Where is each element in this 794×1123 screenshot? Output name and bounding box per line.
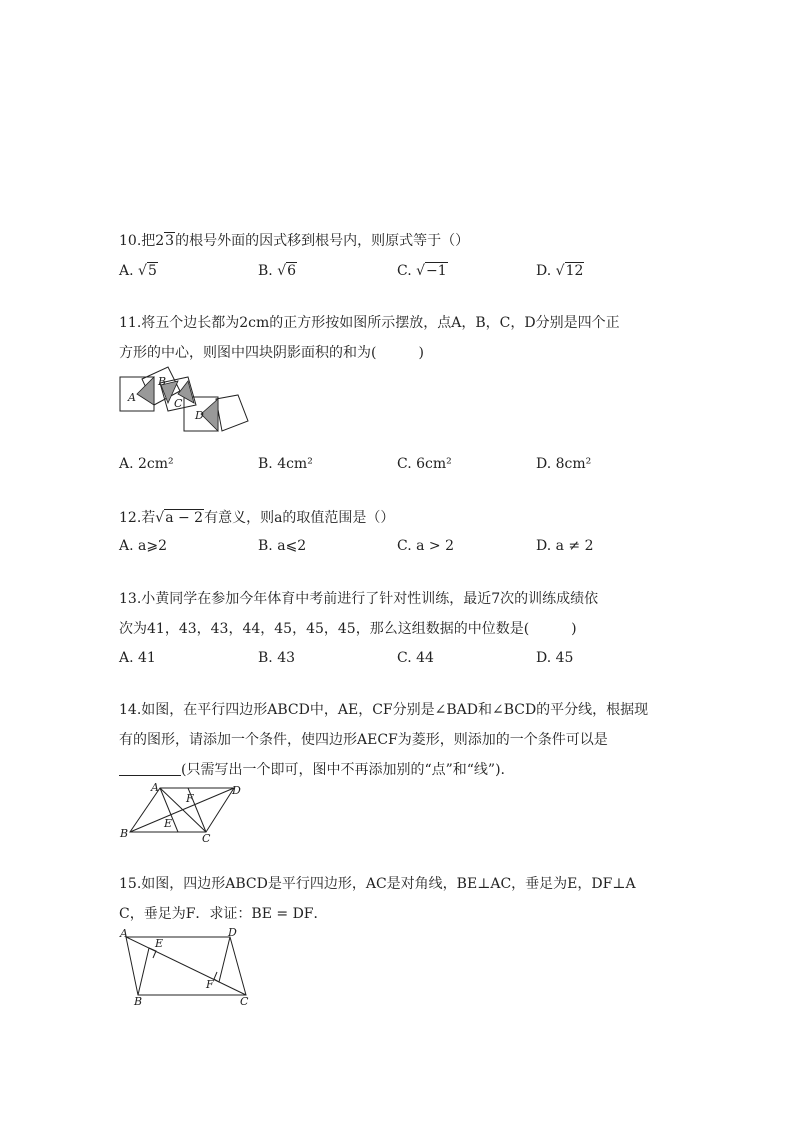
- q12-option-b[interactable]: B. a⩽2: [258, 538, 307, 554]
- q11-option-d[interactable]: D. 8cm²: [536, 456, 592, 472]
- q10-option-a[interactable]: A. √5: [119, 263, 157, 279]
- label-b: B: [134, 995, 143, 1007]
- q11-option-a[interactable]: A. 2cm²: [119, 456, 174, 472]
- shade-1: [137, 377, 154, 405]
- label-c: C: [240, 995, 249, 1007]
- label-a: A: [120, 927, 128, 940]
- label-a: A: [128, 391, 136, 404]
- q13-option-d[interactable]: D. 45: [536, 650, 574, 666]
- label-a: A: [151, 782, 159, 794]
- label-b: B: [120, 827, 129, 840]
- q14-line-3: (只需写出一个即可，图中不再添加别的“点”和“线”).: [119, 755, 679, 785]
- q11-option-c[interactable]: C. 6cm²: [397, 456, 452, 472]
- q11-option-b[interactable]: B. 4cm²: [258, 456, 313, 472]
- label-b: B: [158, 375, 167, 388]
- q12-options: [119, 538, 679, 562]
- label-f: F: [186, 792, 194, 805]
- q12-option-d[interactable]: D. a ≠ 2: [536, 538, 594, 554]
- q11-line-2: 方形的中心，则图中四块阴影面积的和为( ): [119, 345, 424, 361]
- question-12: 12.若√a − 2有意义，则a的取值范围是（）: [119, 510, 395, 526]
- q12-suffix: 有意义，则a的取值范围是（）: [204, 510, 395, 526]
- q10-radicand: 3: [165, 233, 175, 249]
- q13-option-a[interactable]: A. 41: [119, 650, 156, 666]
- line-be: [138, 948, 149, 995]
- question-13: [119, 584, 679, 644]
- label-d: D: [195, 409, 204, 422]
- q10-option-b[interactable]: B. √6: [258, 263, 297, 279]
- q10-option-d[interactable]: D. √12: [536, 263, 584, 279]
- q11-squares-figure: [118, 363, 253, 438]
- q14-parallelogram-figure: [118, 782, 253, 844]
- q10-options: [119, 262, 679, 286]
- q12-option-a[interactable]: A. a⩾2: [119, 538, 167, 554]
- q15-line-1: 15.如图，四边形ABCD是平行四边形，AC是对角线，BE⊥AC，垂足为E，DF⊥A: [119, 876, 636, 892]
- label-e: E: [155, 937, 164, 950]
- label-d: D: [228, 927, 237, 939]
- q14-answer-blank[interactable]: [119, 759, 181, 776]
- line-df: [219, 937, 230, 982]
- question-15: [119, 869, 679, 929]
- q14-line-1: 14.如图，在平行四边形ABCD中，AE，CF分别是∠BAD和∠BCD的平分线，根据现: [119, 702, 649, 718]
- q13-line-1: 13.小黄同学在参加今年体育中考前进行了针对性训练，最近7次的训练成绩依: [119, 591, 599, 607]
- q15-line-2: C，垂足为F．求证：BE = DF．: [119, 906, 328, 922]
- q13-options: [119, 650, 679, 674]
- q11-options: [119, 456, 679, 480]
- q13-line-2: 次为41，43，43，44，45，45，45，那么这组数据的中位数是( ): [119, 621, 577, 637]
- question-14: [119, 695, 679, 785]
- q15-parallelogram-figure: [118, 927, 253, 1007]
- label-f: F: [206, 978, 214, 991]
- question-10: [119, 226, 679, 256]
- label-c: C: [174, 397, 183, 410]
- label-c: C: [202, 832, 211, 844]
- q14-line-2: 有的图形，请添加一个条件，使四边形AECF为菱形，则添加的一个条件可以是: [119, 732, 608, 748]
- label-e: E: [164, 817, 173, 830]
- right-angle-f: [214, 972, 219, 982]
- square-e: [216, 395, 248, 431]
- question-11: [119, 308, 679, 368]
- q13-option-b[interactable]: B. 43: [258, 650, 296, 666]
- q10-prefix: 10.把2: [119, 233, 165, 249]
- q12-radicand: a − 2: [165, 510, 204, 526]
- q12-option-c[interactable]: C. a > 2: [397, 538, 454, 554]
- q12-prefix: 12.若: [119, 510, 156, 526]
- q11-line-1: 11.将五个边长都为2cm的正方形按如图所示摆放，点A，B，C，D分别是四个正: [119, 315, 620, 331]
- q10-option-c[interactable]: C. √−1: [397, 263, 447, 279]
- q10-suffix: 的根号外面的因式移到根号内，则原式等于（）: [175, 233, 470, 249]
- q13-option-c[interactable]: C. 44: [397, 650, 434, 666]
- label-d: D: [232, 784, 241, 797]
